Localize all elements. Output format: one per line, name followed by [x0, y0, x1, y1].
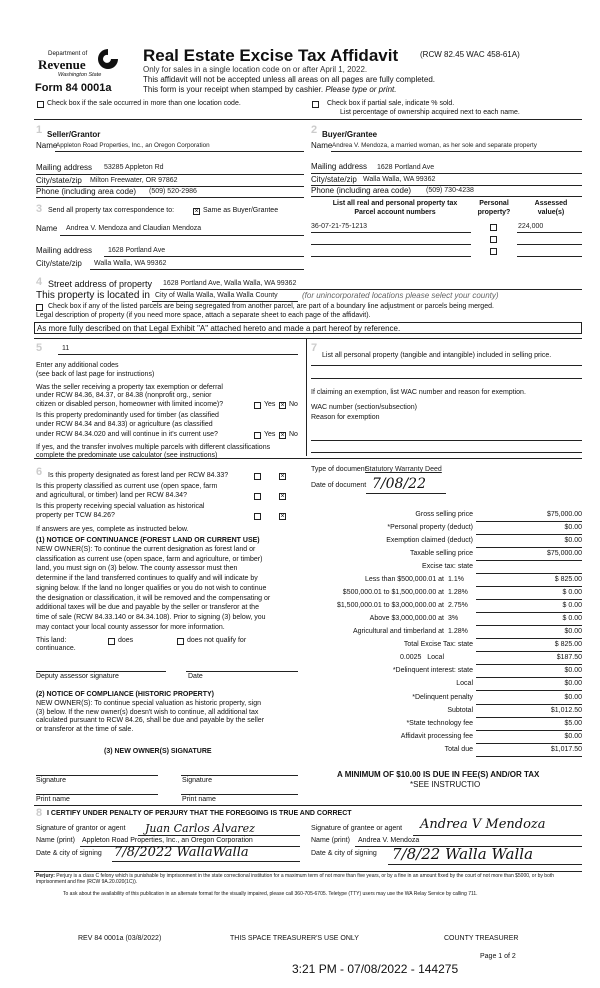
- n1-lines-line: signing below. If the land no longer qualifies or you do not wish to continue: [36, 584, 267, 592]
- current-use-no-checkbox[interactable]: ×: [280, 493, 285, 500]
- tax-row-label: Local: [456, 680, 473, 687]
- notice-continuance-title: (1) NOTICE OF CONTINUANCE (FOREST LAND OR CURRENT USE): [36, 537, 260, 544]
- wac-number-label: WAC number (section/subsection): [311, 404, 417, 411]
- tax-row-label: Less than $500,000.01 at: [364, 576, 444, 583]
- page-title: Real Estate Excise Tax Affidavit: [143, 46, 399, 65]
- tax-row-value[interactable]: $5.00: [564, 720, 582, 727]
- exemption-reason-label: Reason for exemption: [311, 414, 380, 421]
- historic-yes-checkbox[interactable]: [254, 513, 261, 520]
- legal-description-field[interactable]: [34, 322, 582, 334]
- tax-row-value[interactable]: $ 825.00: [554, 641, 582, 648]
- continuance-label: continuance.: [36, 645, 76, 652]
- certify-statement: I CERTIFY UNDER PENALTY OF PERJURY THAT THE FOREGOING IS TRUE AND CORRECT: [47, 810, 352, 817]
- parcel-col2-a: Personal: [479, 200, 509, 207]
- n2-lines-line: or transferor at the time of sale.: [36, 725, 134, 733]
- segregated-label: Check box if any of the listed parcels are being segregated from another parcel, are part of a boundary line adjustment or parcels being merged.: [48, 303, 494, 310]
- buyer-mail-field[interactable]: 1628 Portland Ave: [377, 164, 435, 171]
- corr-name-label: Name: [36, 224, 58, 233]
- tax-row-label: Taxable selling price: [409, 550, 473, 557]
- wa-swoosh-icon: [96, 47, 120, 71]
- doc-date-label: Date of document: [311, 482, 367, 489]
- parcel-col3-b: value(s): [537, 209, 565, 216]
- alternate-format-notice: To ask about the availability of this publication in an alternate format for the visually impaired, please call 360-705-6705. Teletype (TTY) users may use the WA Relay Service by calling 711.: [63, 891, 478, 897]
- tax-row-label: *State technology fee: [406, 720, 473, 727]
- grantee-date-city[interactable]: 7/8/22 Walla Walla: [392, 845, 534, 863]
- grantee-signature-label: Signature of grantee or agent: [311, 825, 403, 832]
- land-does-label: does: [118, 637, 134, 644]
- n1-lines-line: classification as current use (open space, farm and agriculture, or timber): [36, 555, 263, 563]
- tax-row-value[interactable]: $ 825.00: [554, 576, 582, 583]
- same-as-buyer-label: Same as Buyer/Grantee: [203, 207, 279, 214]
- corr-name-field[interactable]: Andrea V. Mendoza and Claudian Mendoza: [66, 225, 202, 232]
- forest-q: Is this property designated as forest land per RCW 84.33?: [48, 472, 229, 479]
- partial-sale-label: Check box if partial sale, indicate % sold.: [327, 100, 455, 107]
- grantor-print-label: Name (print): [36, 837, 75, 844]
- personal-property-list-label: List all personal property (tangible and intangible) included in selling price.: [322, 352, 552, 359]
- n2-lines-line: NEW OWNER(S): To continue special valuation as historic property, sign: [36, 700, 261, 707]
- tax-row-label: $1,500,000.01 to $3,000,000.00 at: [336, 602, 444, 609]
- tax-row-label: Exemption claimed (deduct): [386, 537, 473, 544]
- tax-row-rate: 2.75%: [448, 602, 468, 609]
- multi-location-checkbox[interactable]: [37, 101, 44, 108]
- parcel-col1-b: Parcel account numbers: [354, 209, 436, 216]
- seller-heading: Seller/Grantor: [47, 130, 101, 139]
- buyer-city-field[interactable]: Walla Walla, WA 99362: [363, 176, 436, 183]
- tax-row-value[interactable]: $ 0.00: [562, 615, 582, 622]
- street-address-label: Street address of property: [48, 279, 153, 289]
- tax-row-value[interactable]: $75,000.00: [546, 511, 582, 518]
- tax-row-value[interactable]: $75,000.00: [546, 550, 582, 557]
- partial-sale-checkbox[interactable]: [312, 101, 319, 108]
- buyer-mail-label: Mailing address: [311, 162, 368, 171]
- land-does-not-label: does not qualify for: [187, 637, 247, 644]
- tax-row-value[interactable]: $1,012.50: [550, 707, 582, 714]
- current-use-yes-checkbox[interactable]: [254, 493, 261, 500]
- notice-compliance-title: (2) NOTICE OF COMPLIANCE (HISTORIC PROPERTY): [36, 691, 214, 698]
- seller-city-label: City/state/zip: [36, 176, 82, 185]
- tax-row-rate: 1.28%: [448, 589, 468, 596]
- tax-row-label: Subtotal: [447, 707, 473, 714]
- multi-location-label: Check box if the sale occurred in more than one location code.: [47, 100, 241, 107]
- additional-codes-note: (see back of last page for instructions): [36, 371, 155, 378]
- rcw-ref: (RCW 82.45 WAC 458-61A): [420, 50, 520, 59]
- n1-lines-line: the designation or classification, it will be removed and the compensating or: [36, 594, 271, 602]
- exemption-yes-checkbox[interactable]: [254, 402, 261, 409]
- seller-mail-field[interactable]: 53285 Appleton Rd: [104, 164, 164, 171]
- header-line3: This form is your receipt when stamped by cashier. Please type or print.: [143, 85, 397, 94]
- send-correspondence-label: Send all property tax correspondence to:: [48, 207, 175, 214]
- owner-print-name-label-2: Print name: [182, 796, 216, 803]
- treasurer-receipt-stamp: 3:21 PM - 07/08/2022 - 144275: [292, 962, 459, 976]
- tax-row-value[interactable]: $0.00: [564, 628, 582, 635]
- tax-row-rate: 1.28%: [448, 628, 468, 635]
- exemption-q-line3: citizen or disabled person, homeowner with limited income)?: [36, 401, 224, 408]
- exemption-yes-label: Yes: [264, 401, 276, 408]
- tax-row-label: *Delinquent penalty: [412, 694, 473, 701]
- owner-print-name-label-1: Print name: [36, 796, 70, 803]
- timber-yes-label: Yes: [264, 431, 276, 438]
- if-yes-note: If answers are yes, complete as instructed below.: [36, 526, 189, 533]
- land-use-code[interactable]: 11: [62, 345, 70, 352]
- tax-row-value[interactable]: $0.00: [564, 694, 582, 701]
- legal-description-text: As more fully described on that Legal Exhibit "A" attached hereto and made a part hereof by reference.: [37, 324, 401, 333]
- tax-row-value[interactable]: $ 0.00: [562, 602, 582, 609]
- page-number: Page 1 of 2: [480, 953, 516, 960]
- exemption-q-line1: Was the seller receiving a property tax exemption or deferral: [36, 384, 223, 391]
- corr-city-field[interactable]: Walla Walla, WA 99362: [94, 260, 167, 267]
- timber-yes-checkbox[interactable]: [254, 432, 261, 439]
- doc-type-label: Type of document: [311, 466, 367, 473]
- header-line2: This affidavit will not be accepted unless all areas on all pages are fully completed.: [143, 75, 436, 84]
- tax-row-value[interactable]: $187.50: [556, 654, 582, 661]
- grantor-date-label: Date & city of signing: [36, 850, 102, 857]
- tax-row-label: *Personal property (deduct): [387, 524, 473, 531]
- historic-q1: Is this property receiving special valuation as historical: [36, 503, 205, 510]
- n2-lines-line: (3) below. If the new owner(s) doesn't wish to continue, all additional tax: [36, 708, 259, 716]
- located-hint: (for unincorporated locations please select your county): [302, 291, 499, 300]
- tax-row-value[interactable]: $0.00: [564, 537, 582, 544]
- seller-city-field[interactable]: Milton Freewater, OR 97862: [90, 177, 178, 184]
- n1-lines-line: time of sale (RCW 84.33.140 or 84.34.108). Prior to signing (3) below, you: [36, 613, 266, 621]
- historic-no-checkbox[interactable]: ×: [280, 513, 285, 520]
- timber-q-line3: under RCW 84.34.020 and will continue in it's current use?: [36, 431, 218, 438]
- assessed-value-1[interactable]: 224,000: [518, 223, 544, 230]
- personal-property-checkbox-2[interactable]: [490, 236, 497, 243]
- same-as-buyer-checkbox[interactable]: ×: [194, 208, 199, 215]
- owner-signature-label-1: Signature: [36, 777, 66, 784]
- buyer-heading: Buyer/Grantee: [322, 130, 378, 139]
- see-instructions-note: *SEE INSTRUCTIO: [410, 780, 481, 789]
- historic-q2: property per TCW 84.26?: [36, 512, 115, 519]
- buyer-name-field[interactable]: Andrea V. Mendoza, a married woman, as her sole and separate property: [332, 142, 537, 149]
- doc-type-field[interactable]: Statutory Warranty Deed: [365, 466, 442, 473]
- forest-yes-checkbox[interactable]: [254, 473, 261, 480]
- revision-number: REV 84 0001a (03/8/2022): [78, 935, 162, 942]
- deputy-date-label: Date: [188, 673, 203, 680]
- n1-lines-line: determine if the land transferred continues to qualify and will indicate by: [36, 575, 258, 583]
- header-line1: Only for sales in a single location code on or after April 1, 2022.: [143, 65, 368, 74]
- tax-row-rate: 0.0025: [400, 654, 422, 661]
- tax-row-rate: 3%: [448, 615, 459, 622]
- logo-revenue: Revenue: [38, 57, 86, 72]
- tax-row-label: Affidavit processing fee: [400, 733, 473, 740]
- n2-lines-line: calculated pursuant to RCW 84.26, shall be due and payable by the seller: [36, 717, 265, 724]
- tax-row-value[interactable]: $0.00: [564, 680, 582, 687]
- tax-row-label: Agricultural and timberland at: [352, 628, 444, 635]
- current-use-q2: and agricultural, or timber) land per RCW 84.34?: [36, 492, 187, 499]
- seller-name-field[interactable]: Appleton Road Properties, Inc., an Oregon Corporation: [56, 142, 210, 149]
- buyer-city-label: City/state/zip: [311, 175, 357, 184]
- timber-q-line2: under RCW 84.34 and 84.33) or agriculture (as classified: [36, 421, 213, 428]
- timber-no-checkbox[interactable]: ×: [280, 432, 285, 439]
- tax-row-value[interactable]: $0.00: [564, 524, 582, 531]
- county-treasurer: COUNTY TREASURER: [444, 935, 519, 942]
- new-owner-signature-title: (3) NEW OWNER(S) SIGNATURE: [104, 748, 212, 755]
- this-land-label: This land:: [36, 637, 67, 644]
- grantee-print-label: Name (print): [311, 837, 350, 844]
- tax-row-value[interactable]: $0.00: [564, 667, 582, 674]
- personal-property-checkbox-3[interactable]: [490, 248, 497, 255]
- tax-row-label: Excise tax: state: [422, 563, 473, 570]
- tax-row-value[interactable]: $ 0.00: [562, 589, 582, 596]
- parcel-col1-a: List all real and personal property tax: [332, 200, 458, 207]
- tax-row-label: Above $3,000,000.00 at: [369, 615, 444, 622]
- n1-lines-line: NEW OWNER(S): To continue the current designation as forest land or: [36, 546, 256, 553]
- multi-parcel-note2: complete the predominate use calculator (see instructions): [36, 452, 218, 459]
- seller-name-label: Name: [36, 141, 58, 150]
- exemption-no-label: No: [289, 401, 298, 408]
- legal-description-label: Legal description of property (if you need more space, attach a separate sheet to each page of the affidavit).: [36, 312, 371, 319]
- forest-no-checkbox[interactable]: ×: [280, 473, 285, 480]
- street-address-field[interactable]: 1628 Portland Ave, Walla Walla, WA 99362: [163, 280, 297, 287]
- corr-mail-label: Mailing address: [36, 246, 93, 255]
- parcel-col3-a: Assessed: [534, 200, 568, 207]
- logo-state: Washington State: [58, 72, 102, 78]
- grantee-print-name[interactable]: Andrea V. Mendoza: [358, 837, 420, 844]
- corr-city-label: City/state/zip: [36, 259, 82, 268]
- seller-phone-field[interactable]: (509) 520-2986: [149, 188, 197, 195]
- tax-row-label: Gross selling price: [415, 511, 473, 518]
- additional-codes-label: Enter any additional codes: [36, 362, 119, 369]
- n1-lines-line: land, you must sign on (3) below. The county assessor must then: [36, 565, 238, 573]
- land-does-not-checkbox[interactable]: [177, 638, 184, 645]
- grantor-signature[interactable]: Juan Carlos Alvarez: [145, 822, 255, 835]
- buyer-name-label: Name: [311, 141, 333, 150]
- tax-row-value[interactable]: $1,017.50: [550, 746, 582, 753]
- seller-phone-label: Phone (including area code): [36, 187, 137, 196]
- n1-lines-line: additional taxes will be due and payable by the seller or transferor at the: [36, 604, 259, 612]
- tax-row-value[interactable]: $0.00: [564, 733, 582, 740]
- grantor-print-name[interactable]: Appleton Road Properties, Inc., an Oregon Corporation: [82, 837, 253, 844]
- seller-mail-label: Mailing address: [36, 163, 93, 172]
- timber-no-label: No: [289, 431, 298, 438]
- current-use-q1: Is this property classified as current use (open space, farm: [36, 483, 218, 490]
- exemption-claim-label: If claiming an exemption, list WAC number and reason for exemption.: [311, 389, 526, 396]
- buyer-phone-field[interactable]: (509) 730-4238: [426, 187, 474, 194]
- land-does-checkbox[interactable]: [108, 638, 115, 645]
- located-select[interactable]: City of Walla Walla, Walla Walla County: [155, 292, 278, 299]
- located-label: This property is located in: [36, 290, 150, 301]
- buyer-phone-label: Phone (including area code): [311, 186, 412, 195]
- doc-date-field[interactable]: 7/08/22: [372, 476, 426, 492]
- exemption-q-line2: under RCW 84.36, 84.37, or 84.38 (nonprofit org., senior: [36, 392, 212, 399]
- n1-lines-line: may contact your local county assessor for more information.: [36, 623, 225, 631]
- minimum-due-note: A MINIMUM OF $10.00 IS DUE IN FEE(S) AND/OR TAX: [337, 770, 540, 779]
- logo-dept: Department of: [48, 50, 88, 57]
- grantor-signature-label: Signature of grantor or agent: [36, 825, 126, 832]
- owner-signature-label-2: Signature: [182, 777, 212, 784]
- personal-property-checkbox-1[interactable]: [490, 224, 497, 231]
- timber-q-line1: Is this property predominantly used for timber (as classified: [36, 412, 219, 419]
- multi-parcel-note1: If yes, and the transfer involves multiple parcels with different classifications: [36, 444, 271, 451]
- partial-sale-note: List percentage of ownership acquired next to each name.: [340, 109, 520, 116]
- grantee-signature[interactable]: Andrea V Mendoza: [420, 817, 546, 832]
- tax-row-label: Local: [427, 654, 444, 661]
- tax-row-label: Total due: [444, 746, 473, 753]
- treasurer-use-only: THIS SPACE TREASURER'S USE ONLY: [230, 935, 359, 942]
- corr-mail-field[interactable]: 1628 Portland Ave: [108, 247, 166, 254]
- parcel-col2-b: property?: [477, 209, 511, 216]
- deputy-signature-label: Deputy assessor signature: [36, 673, 119, 680]
- grantee-date-label: Date & city of signing: [311, 850, 377, 857]
- exemption-no-checkbox[interactable]: ×: [280, 402, 285, 409]
- parcel-number-1[interactable]: 36-07-21-75-1213: [311, 223, 368, 230]
- tax-row-label: *Delinquent interest: state: [392, 667, 473, 674]
- form-number: Form 84 0001a: [35, 82, 112, 94]
- tax-row-rate: 1.1%: [448, 576, 464, 583]
- tax-row-label: $500,000.01 to $1,500,000.00 at: [342, 589, 444, 596]
- segregated-checkbox[interactable]: [36, 304, 43, 311]
- grantor-date-city[interactable]: 7/8/2022 WallaWalla: [114, 845, 249, 860]
- tax-row-label: Total Excise Tax: state: [403, 641, 473, 648]
- perjury-notice: Perjury: Perjury is a class C felony which is punishable by imprisonment in the state correctional institution for a maximum term of not more than five years, or by a fine in an amount fixed by the court of not more than $5000, or by both imprisonment and fine (RCW 9A.20.020(1C)).: [36, 873, 555, 885]
